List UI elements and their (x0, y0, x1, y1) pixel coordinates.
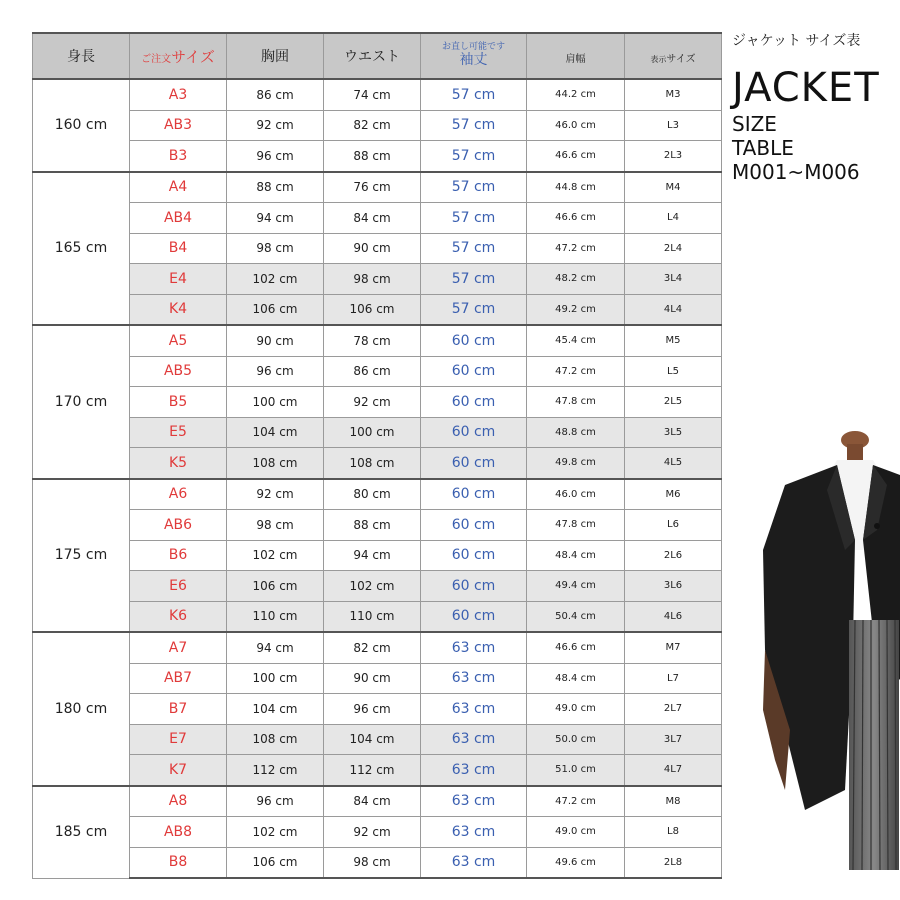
sleeve-cell: 63 cm (421, 817, 527, 848)
shoulder-cell: 46.0 cm (527, 110, 625, 141)
table-body (33, 79, 722, 878)
table-row (33, 233, 722, 264)
shoulder-cell: 47.2 cm (527, 356, 625, 387)
shoulder-cell: 50.0 cm (527, 724, 625, 755)
display-size-cell: L3 (625, 110, 722, 141)
chest-cell: 106 cm (227, 847, 324, 878)
shoulder-cell: 48.2 cm (527, 264, 625, 295)
chest-cell: 86 cm (227, 79, 324, 110)
waist-cell: 96 cm (324, 694, 421, 725)
sleeve-cell: 60 cm (421, 448, 527, 479)
table-row (33, 387, 722, 418)
order-size-cell: A8 (130, 786, 227, 817)
chest-cell: 102 cm (227, 817, 324, 848)
display-size-cell: L4 (625, 203, 722, 234)
tailcoat-mannequin-image (745, 430, 900, 870)
sleeve-cell: 60 cm (421, 417, 527, 448)
table-row (33, 817, 722, 848)
chest-cell: 96 cm (227, 356, 324, 387)
shoulder-cell: 51.0 cm (527, 755, 625, 786)
table-row (33, 571, 722, 602)
display-size-cell: 2L7 (625, 694, 722, 725)
order-size-cell: K6 (130, 601, 227, 632)
order-size-cell: E6 (130, 571, 227, 602)
waist-cell: 104 cm (324, 724, 421, 755)
sleeve-cell: 60 cm (421, 387, 527, 418)
sleeve-cell: 63 cm (421, 694, 527, 725)
waist-cell: 102 cm (324, 571, 421, 602)
sleeve-cell: 60 cm (421, 325, 527, 356)
order-size-cell: AB6 (130, 510, 227, 541)
sleeve-cell: 57 cm (421, 203, 527, 234)
order-size-cell: E4 (130, 264, 227, 295)
shoulder-cell: 47.2 cm (527, 233, 625, 264)
table-row (33, 203, 722, 234)
sleeve-cell: 63 cm (421, 663, 527, 694)
header-chest: 胸囲 (227, 33, 324, 79)
sleeve-cell: 63 cm (421, 632, 527, 663)
header-waist: ウエスト (324, 33, 421, 79)
side-caption: ジャケット サイズ表 (732, 33, 861, 49)
header-height: 身長 (33, 33, 130, 79)
order-size-cell: B7 (130, 694, 227, 725)
shoulder-cell: 48.4 cm (527, 540, 625, 571)
table-row (33, 448, 722, 479)
display-size-cell: 4L4 (625, 294, 722, 325)
table-row (33, 264, 722, 295)
shoulder-cell: 50.4 cm (527, 601, 625, 632)
chest-cell: 94 cm (227, 203, 324, 234)
waist-cell: 88 cm (324, 510, 421, 541)
chest-cell: 104 cm (227, 694, 324, 725)
header-shoulder: 肩幅 (527, 33, 625, 79)
order-size-cell: A3 (130, 79, 227, 110)
chest-cell: 92 cm (227, 479, 324, 510)
display-size-cell: 4L7 (625, 755, 722, 786)
sleeve-cell: 57 cm (421, 79, 527, 110)
chest-cell: 92 cm (227, 110, 324, 141)
shoulder-cell: 46.6 cm (527, 203, 625, 234)
display-size-cell: M7 (625, 632, 722, 663)
sleeve-cell: 57 cm (421, 172, 527, 203)
order-size-cell: AB5 (130, 356, 227, 387)
height-cell: 160 cm (33, 79, 130, 172)
table-row (33, 786, 722, 817)
shoulder-cell: 45.4 cm (527, 325, 625, 356)
table-row (33, 540, 722, 571)
order-size-cell: AB8 (130, 817, 227, 848)
order-size-cell: A4 (130, 172, 227, 203)
waist-cell: 82 cm (324, 632, 421, 663)
table-row (33, 479, 722, 510)
display-size-cell: L5 (625, 356, 722, 387)
waist-cell: 86 cm (324, 356, 421, 387)
display-size-cell: M6 (625, 479, 722, 510)
table-row (33, 294, 722, 325)
sleeve-cell: 57 cm (421, 141, 527, 172)
subtitle-model-range: M001~M006 (732, 160, 860, 184)
sleeve-cell: 63 cm (421, 755, 527, 786)
shoulder-cell: 46.6 cm (527, 632, 625, 663)
height-cell: 175 cm (33, 479, 130, 633)
sleeve-cell: 60 cm (421, 479, 527, 510)
height-cell: 170 cm (33, 325, 130, 479)
table-row (33, 141, 722, 172)
shoulder-cell: 48.4 cm (527, 663, 625, 694)
sleeve-cell: 63 cm (421, 724, 527, 755)
waist-cell: 112 cm (324, 755, 421, 786)
order-size-cell: E7 (130, 724, 227, 755)
chest-cell: 106 cm (227, 294, 324, 325)
shoulder-cell: 47.8 cm (527, 387, 625, 418)
sleeve-cell: 60 cm (421, 571, 527, 602)
chest-cell: 88 cm (227, 172, 324, 203)
display-size-cell: 2L5 (625, 387, 722, 418)
waist-cell: 100 cm (324, 417, 421, 448)
chest-cell: 106 cm (227, 571, 324, 602)
waist-cell: 84 cm (324, 203, 421, 234)
waist-cell: 92 cm (324, 387, 421, 418)
waist-cell: 110 cm (324, 601, 421, 632)
shoulder-cell: 47.8 cm (527, 510, 625, 541)
order-size-cell: B5 (130, 387, 227, 418)
chest-cell: 108 cm (227, 448, 324, 479)
sleeve-cell: 60 cm (421, 510, 527, 541)
height-cell: 180 cm (33, 632, 130, 786)
display-size-cell: 3L4 (625, 264, 722, 295)
table-row (33, 755, 722, 786)
chest-cell: 108 cm (227, 724, 324, 755)
waist-cell: 82 cm (324, 110, 421, 141)
display-size-cell: M8 (625, 786, 722, 817)
order-size-cell: K7 (130, 755, 227, 786)
shoulder-cell: 47.2 cm (527, 786, 625, 817)
waist-cell: 90 cm (324, 663, 421, 694)
chest-cell: 96 cm (227, 141, 324, 172)
sleeve-cell: 57 cm (421, 110, 527, 141)
order-size-cell: B4 (130, 233, 227, 264)
table-row (33, 172, 722, 203)
display-size-cell: M3 (625, 79, 722, 110)
table-row (33, 632, 722, 663)
display-size-cell: 2L6 (625, 540, 722, 571)
chest-cell: 100 cm (227, 387, 324, 418)
chest-cell: 90 cm (227, 325, 324, 356)
waist-cell: 108 cm (324, 448, 421, 479)
table-row (33, 663, 722, 694)
chest-cell: 96 cm (227, 786, 324, 817)
sleeve-cell: 57 cm (421, 233, 527, 264)
shoulder-cell: 49.0 cm (527, 817, 625, 848)
display-size-cell: 4L5 (625, 448, 722, 479)
sleeve-cell: 63 cm (421, 786, 527, 817)
waist-cell: 80 cm (324, 479, 421, 510)
title-jacket: JACKET (732, 65, 880, 111)
order-size-cell: B8 (130, 847, 227, 878)
display-size-cell: 2L8 (625, 847, 722, 878)
display-size-cell: L6 (625, 510, 722, 541)
shoulder-cell: 49.0 cm (527, 694, 625, 725)
chest-cell: 100 cm (227, 663, 324, 694)
header-sleeve: お直し可能です 袖丈 (421, 33, 527, 79)
table-row (33, 601, 722, 632)
display-size-cell: L7 (625, 663, 722, 694)
waist-cell: 98 cm (324, 264, 421, 295)
waist-cell: 78 cm (324, 325, 421, 356)
chest-cell: 98 cm (227, 510, 324, 541)
shoulder-cell: 49.8 cm (527, 448, 625, 479)
display-size-cell: M4 (625, 172, 722, 203)
sleeve-cell: 60 cm (421, 356, 527, 387)
shoulder-cell: 49.6 cm (527, 847, 625, 878)
chest-cell: 110 cm (227, 601, 324, 632)
order-size-cell: AB3 (130, 110, 227, 141)
height-cell: 165 cm (33, 172, 130, 326)
waist-cell: 106 cm (324, 294, 421, 325)
order-size-cell: AB7 (130, 663, 227, 694)
chest-cell: 112 cm (227, 755, 324, 786)
table-row (33, 847, 722, 878)
waist-cell: 94 cm (324, 540, 421, 571)
height-cell: 185 cm (33, 786, 130, 879)
chest-cell: 102 cm (227, 540, 324, 571)
order-size-cell: A6 (130, 479, 227, 510)
waist-cell: 90 cm (324, 233, 421, 264)
order-size-cell: B6 (130, 540, 227, 571)
waist-cell: 76 cm (324, 172, 421, 203)
waist-cell: 84 cm (324, 786, 421, 817)
header-row (33, 33, 722, 79)
table-row (33, 79, 722, 110)
display-size-cell: 2L4 (625, 233, 722, 264)
order-size-cell: K4 (130, 294, 227, 325)
chest-cell: 104 cm (227, 417, 324, 448)
order-size-cell: E5 (130, 417, 227, 448)
chest-cell: 94 cm (227, 632, 324, 663)
shoulder-cell: 46.0 cm (527, 479, 625, 510)
table-row (33, 110, 722, 141)
jacket-size-table (32, 32, 722, 879)
table-row (33, 417, 722, 448)
display-size-cell: L8 (625, 817, 722, 848)
order-size-cell: K5 (130, 448, 227, 479)
shoulder-cell: 44.2 cm (527, 79, 625, 110)
order-size-cell: A5 (130, 325, 227, 356)
order-size-cell: B3 (130, 141, 227, 172)
display-size-cell: 3L6 (625, 571, 722, 602)
table-row (33, 325, 722, 356)
subtitle-table: TABLE (732, 136, 794, 160)
shoulder-cell: 46.6 cm (527, 141, 625, 172)
sleeve-cell: 57 cm (421, 264, 527, 295)
sleeve-cell: 57 cm (421, 294, 527, 325)
header-display-size: 表示サイズ (625, 33, 722, 79)
waist-cell: 92 cm (324, 817, 421, 848)
display-size-cell: 3L7 (625, 724, 722, 755)
waist-cell: 98 cm (324, 847, 421, 878)
display-size-cell: 4L6 (625, 601, 722, 632)
table-row (33, 724, 722, 755)
shoulder-cell: 49.2 cm (527, 294, 625, 325)
sleeve-cell: 60 cm (421, 601, 527, 632)
table-row (33, 694, 722, 725)
shoulder-cell: 44.8 cm (527, 172, 625, 203)
display-size-cell: M5 (625, 325, 722, 356)
order-size-cell: A7 (130, 632, 227, 663)
display-size-cell: 2L3 (625, 141, 722, 172)
shoulder-cell: 48.8 cm (527, 417, 625, 448)
display-size-cell: 3L5 (625, 417, 722, 448)
waist-cell: 88 cm (324, 141, 421, 172)
sleeve-cell: 63 cm (421, 847, 527, 878)
chest-cell: 102 cm (227, 264, 324, 295)
table-row (33, 356, 722, 387)
header-order-size: ご注文サイズ (130, 33, 227, 79)
shoulder-cell: 49.4 cm (527, 571, 625, 602)
sleeve-cell: 60 cm (421, 540, 527, 571)
table-row (33, 510, 722, 541)
order-size-cell: AB4 (130, 203, 227, 234)
subtitle-size: SIZE (732, 112, 777, 136)
chest-cell: 98 cm (227, 233, 324, 264)
waist-cell: 74 cm (324, 79, 421, 110)
